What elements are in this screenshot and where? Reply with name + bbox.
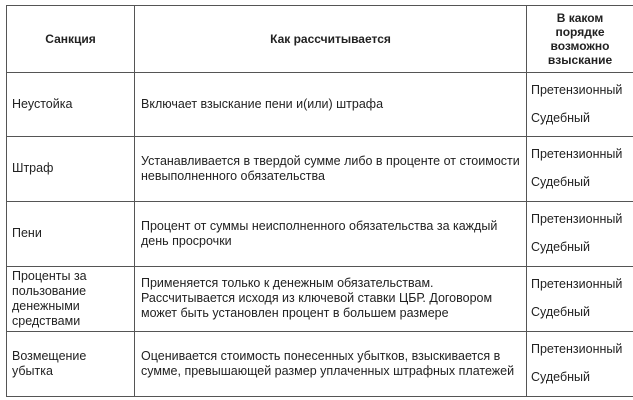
order-judicial: Судебный [531, 175, 590, 190]
cell-calculation: Применяется только к денежным обязательствам. Рассчитывается исходя из ключевой ставки ЦБР. Договором может быть установлен процент в большем размере [135, 266, 527, 331]
cell-order [527, 201, 633, 266]
header-sanction: Санкция [7, 6, 135, 73]
order-judicial: Судебный [531, 110, 590, 125]
cell-calculation: Включает взыскание пени и(или) штрафа [135, 73, 527, 137]
table-row [7, 201, 633, 266]
order-judicial: Судебный [531, 240, 590, 255]
table-row [7, 73, 633, 137]
table-row [7, 136, 633, 201]
cell-sanction: Неустойка [7, 73, 135, 137]
cell-order [527, 73, 633, 137]
cell-sanction: Штраф [7, 136, 135, 201]
cell-calculation: Устанавливается в твердой сумме либо в проценте от стоимости невыполненного обязательства [135, 136, 527, 201]
header-calculation: Как рассчитывается [135, 6, 527, 73]
cell-calculation: Оценивается стоимость понесенных убытков, взыскивается в сумме, превышающей размер уплаченных штрафных платежей [135, 331, 527, 396]
cell-sanction: Возмещение убытка [7, 331, 135, 396]
order-judicial: Судебный [531, 370, 590, 385]
order-pretrial: Претензионный [531, 147, 623, 162]
sanctions-table-container [6, 5, 633, 397]
order-pretrial: Претензионный [531, 212, 623, 227]
cell-sanction: Проценты за пользование денежными средствами [7, 266, 135, 331]
cell-order [527, 331, 633, 396]
table-row [7, 331, 633, 396]
header-order: В каком порядке возможно взыскание [527, 6, 633, 73]
cell-calculation: Процент от суммы неисполненного обязательства за каждый день просрочки [135, 201, 527, 266]
order-pretrial: Претензионный [531, 277, 623, 292]
cell-order [527, 136, 633, 201]
order-pretrial: Претензионный [531, 342, 623, 357]
cell-sanction: Пени [7, 201, 135, 266]
order-judicial: Судебный [531, 305, 590, 320]
cell-order [527, 266, 633, 331]
order-pretrial: Претензионный [531, 82, 623, 97]
table-header-row [7, 6, 633, 73]
table-row [7, 266, 633, 331]
sanctions-table [6, 5, 633, 397]
